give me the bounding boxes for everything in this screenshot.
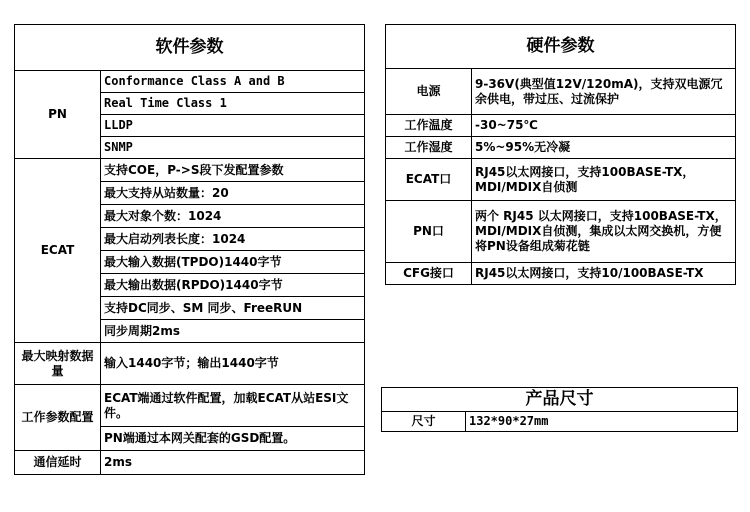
ecat-item: 最大启动列表长度：1024	[101, 228, 365, 251]
latency-label: 通信延时	[15, 451, 101, 475]
hw-label-power: 电源	[386, 69, 472, 115]
software-params-table	[14, 24, 365, 475]
hw-value-ecat-port: RJ45以太网接口，支持100BASE-TX，MDI/MDIX自侦测	[472, 159, 736, 201]
product-size-title: 产品尺寸	[382, 388, 738, 412]
hw-value-power: 9-36V(典型值12V/120mA)，支持双电源冗余供电，带过压、过流保护	[472, 69, 736, 115]
ecat-item: 最大对象个数：1024	[101, 205, 365, 228]
hardware-params-table	[385, 24, 736, 285]
hw-value-humidity: 5%~95%无冷凝	[472, 137, 736, 159]
software-params-title: 软件参数	[15, 25, 365, 71]
pn-item: Conformance Class A and B	[101, 71, 365, 93]
hw-label-cfg-port: CFG接口	[386, 263, 472, 285]
pn-item: LLDP	[101, 115, 365, 137]
hardware-params-title: 硬件参数	[386, 25, 736, 69]
ecat-item: 支持COE，P->S段下发配置参数	[101, 159, 365, 182]
config-item: ECAT端通过软件配置，加载ECAT从站ESI文件。	[101, 385, 365, 427]
hw-value-cfg-port: RJ45以太网接口，支持10/100BASE-TX	[472, 263, 736, 285]
hw-label-ecat-port: ECAT口	[386, 159, 472, 201]
mapping-value: 输入1440字节；输出1440字节	[101, 343, 365, 385]
config-label: 工作参数配置	[15, 385, 101, 451]
ecat-item: 最大输入数据(TPDO)1440字节	[101, 251, 365, 274]
hw-value-pn-port: 两个 RJ45 以太网接口，支持100BASE-TX，MDI/MDIX自侦测，集成以太网交换机，方便将PN设备组成菊花链	[472, 201, 736, 263]
mapping-label: 最大映射数据量	[15, 343, 101, 385]
pn-label: PN	[15, 71, 101, 159]
hw-label-pn-port: PN口	[386, 201, 472, 263]
ecat-item: 同步周期2ms	[101, 320, 365, 343]
latency-value: 2ms	[101, 451, 365, 475]
hw-label-humidity: 工作湿度	[386, 137, 472, 159]
size-label: 尺寸	[382, 412, 466, 432]
ecat-item: 支持DC同步、SM 同步、FreeRUN	[101, 297, 365, 320]
pn-item: SNMP	[101, 137, 365, 159]
product-size-table	[381, 387, 738, 432]
ecat-item: 最大输出数据(RPDO)1440字节	[101, 274, 365, 297]
hw-label-temperature: 工作温度	[386, 115, 472, 137]
config-item: PN端通过本网关配套的GSD配置。	[101, 427, 365, 451]
ecat-label: ECAT	[15, 159, 101, 343]
hw-value-temperature: -30~75℃	[472, 115, 736, 137]
size-value: 132*90*27mm	[466, 412, 738, 432]
pn-item: Real Time Class 1	[101, 93, 365, 115]
ecat-item: 最大支持从站数量：20	[101, 182, 365, 205]
